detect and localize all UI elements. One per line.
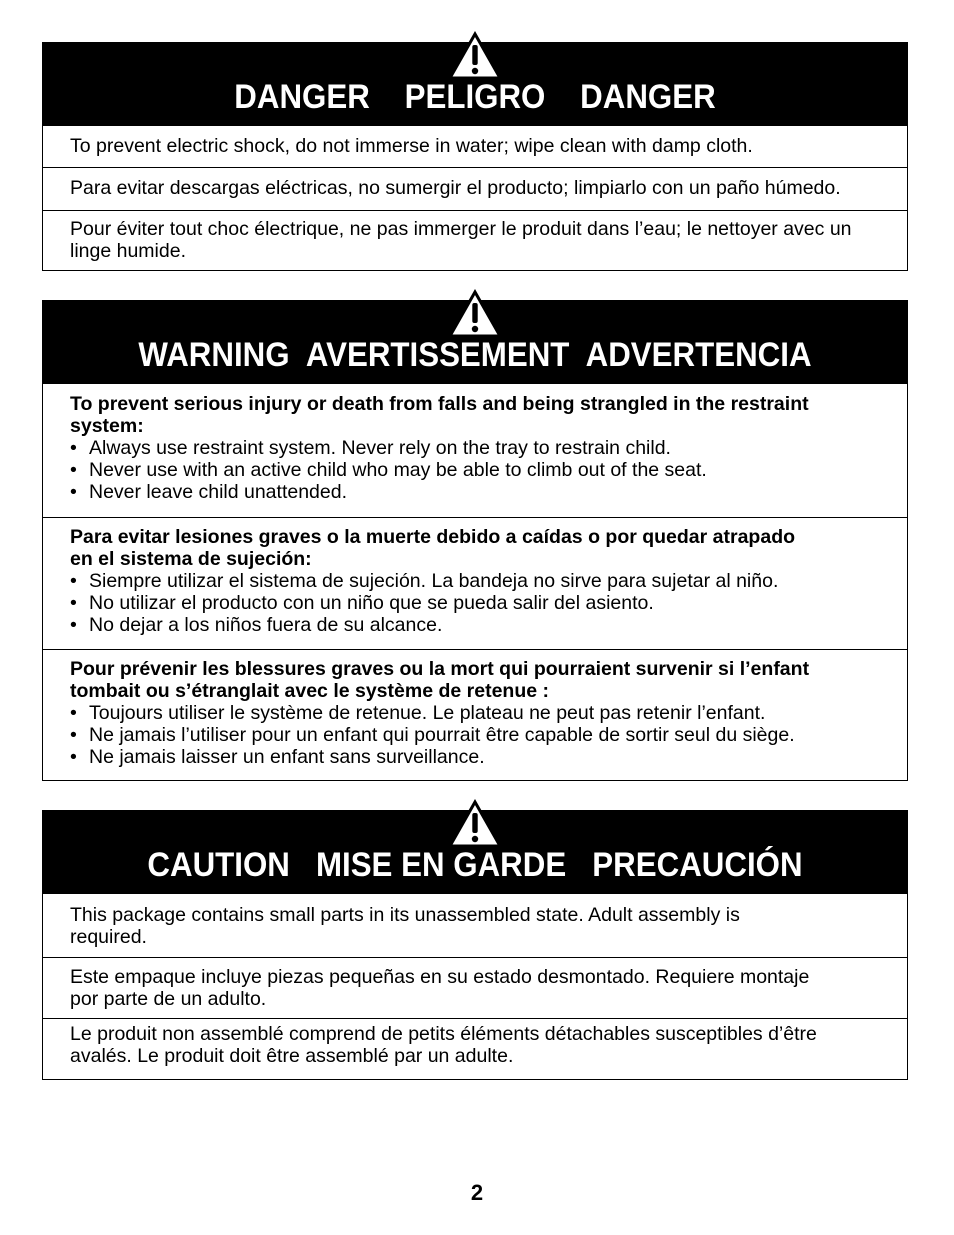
list-item: • No dejar a los niños fuera de su alcance. xyxy=(70,614,895,636)
warning-section-es xyxy=(43,517,907,649)
danger-text-fr: Pour éviter tout choc électrique, ne pas immerger le produit dans l’eau; le nettoyer avec un linge humide. xyxy=(70,218,852,262)
danger-text-en: To prevent electric shock, do not immerse in water; wipe clean with damp cloth. xyxy=(70,135,753,157)
danger-text-es: Para evitar descargas eléctricas, no sumergir el producto; limpiarlo con un paño húmedo. xyxy=(70,177,841,199)
list-item: • No utilizar el producto con un niño que se pueda salir del asiento. xyxy=(70,592,895,614)
warning-header xyxy=(43,301,907,383)
list-item: • Always use restraint system. Never rely on the tray to restrain child. xyxy=(70,437,895,459)
danger-row-es xyxy=(43,167,907,210)
list-item: • Never leave child unattended. xyxy=(70,481,895,503)
warning-section-en xyxy=(43,383,907,517)
warning-bullets-en xyxy=(70,437,895,503)
list-item: • Siempre utilizar el sistema de sujeción. La bandeja no sirve para sujetar al niño. xyxy=(70,570,895,592)
caution-text-es: Este empaque incluye piezas pequeñas en su estado desmontado. Requiere montaje por parte de un adulto. xyxy=(70,966,810,1010)
warning-bullets-es xyxy=(70,570,895,636)
danger-header xyxy=(43,43,907,125)
warning-section-fr xyxy=(43,649,907,779)
caution-text-fr: Le produit non assemblé comprend de petits éléments détachables susceptibles d’être avalés. Le produit doit être assemblé par un adulte. xyxy=(70,1023,817,1067)
caution-box xyxy=(42,810,908,1080)
page-number: 2 xyxy=(470,1180,484,1205)
warning-triangle-icon xyxy=(447,31,503,81)
danger-box xyxy=(42,42,908,271)
warning-title: WARNING AVERTISSEMENT ADVERTENCIA xyxy=(138,336,812,374)
list-item: • Ne jamais l’utiliser pour un enfant qui pourrait être capable de sortir seul du siège. xyxy=(70,724,895,746)
warning-lead-fr: Pour prévenir les blessures graves ou la mort qui pourraient survenir si l’enfant tombait ou s’étranglait avec le système de retenue : xyxy=(70,658,810,702)
warning-box xyxy=(42,300,908,781)
caution-header xyxy=(43,811,907,893)
caution-row-en xyxy=(43,893,907,957)
warning-lead-en: To prevent serious injury or death from falls and being strangled in the restraint system: xyxy=(70,393,809,437)
warning-triangle-icon xyxy=(447,289,503,339)
warning-triangle-icon xyxy=(447,799,503,849)
danger-title: DANGER PELIGRO DANGER xyxy=(234,78,716,116)
danger-row-en xyxy=(43,125,907,167)
caution-row-es xyxy=(43,957,907,1018)
caution-row-fr xyxy=(43,1018,907,1078)
warning-lead-es: Para evitar lesiones graves o la muerte debido a caídas o por quedar atrapado en el sistema de sujeción: xyxy=(70,526,796,570)
danger-row-fr xyxy=(43,210,907,270)
list-item: • Never use with an active child who may be able to climb out of the seat. xyxy=(70,459,895,481)
list-item: • Toujours utiliser le système de retenue. Le plateau ne peut pas retenir l’enfant. xyxy=(70,702,895,724)
list-item: • Ne jamais laisser un enfant sans surveillance. xyxy=(70,746,895,768)
warning-bullets-fr xyxy=(70,702,895,768)
caution-text-en: This package contains small parts in its unassembled state. Adult assembly is required. xyxy=(70,904,740,948)
caution-title: CAUTION MISE EN GARDE PRECAUCIÓN xyxy=(147,846,803,884)
